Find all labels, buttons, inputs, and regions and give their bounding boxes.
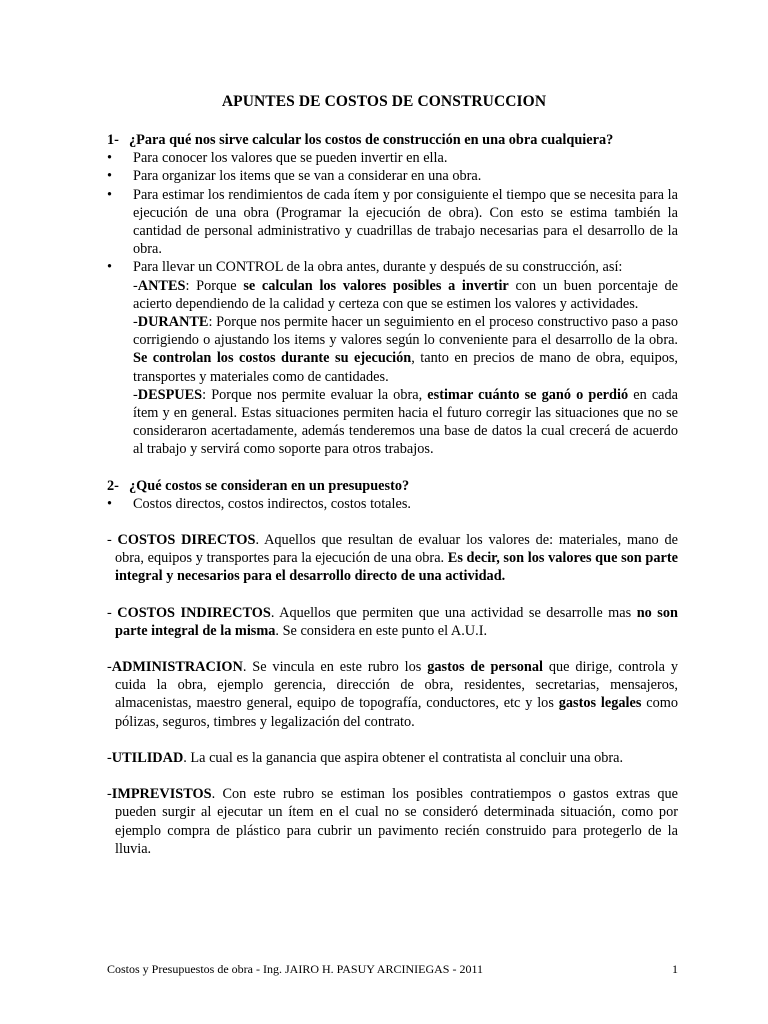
section-utilidad xyxy=(107,749,678,767)
text: , tanto en precios de mano de obra, equipos, transportes y materiales como de cantidades. xyxy=(133,350,679,385)
text: : Porque nos permite evaluar la obra, xyxy=(202,386,428,403)
question-2 xyxy=(107,477,678,495)
section-label: COSTOS DIRECTOS xyxy=(117,532,256,549)
list-item xyxy=(107,258,678,458)
emphasis: estimar cuánto se ganó o perdió xyxy=(427,386,629,403)
question-number: 2- xyxy=(107,477,119,494)
list-item: • Costos directos, costos indirectos, costos totales. xyxy=(107,495,678,513)
list-item: • Para conocer los valores que se pueden invertir en ella. xyxy=(107,149,678,167)
control-durante xyxy=(133,313,678,386)
question-number: 1- xyxy=(107,132,119,148)
question-text: ¿Para qué nos sirve calcular los costos de construcción en una obra cualquiera? xyxy=(129,132,614,148)
label-despues: DESPUES xyxy=(137,386,203,403)
text: en cada ítem y en general. Estas situaciones permiten hacia el futuro corregir las situaciones que no se consideraron acertadamente, además tenderemos una base de datos la cual crecerá de acuerdo al trabajo y servirá como soporte para otros trabajos. xyxy=(133,386,679,458)
dash: - xyxy=(107,786,112,803)
question-2-bullets xyxy=(107,495,678,513)
page-title: APUNTES DE COSTOS DE CONSTRUCCION xyxy=(221,93,547,110)
section-administracion xyxy=(107,658,678,731)
dash: - xyxy=(107,532,118,549)
list-item: • Para organizar los items que se van a considerar en una obra. xyxy=(107,167,678,185)
dash: - xyxy=(107,749,112,766)
question-text: ¿Qué costos se consideran en un presupuesto? xyxy=(129,477,410,494)
emphasis: se calculan los valores posibles a invertir xyxy=(243,277,509,294)
text: . Aquellos que resultan de evaluar los valores de: materiales, mano de obra, equipos y transportes para la ejecución de una obra. xyxy=(115,532,678,567)
list-item: • Para estimar los rendimientos de cada ítem y por consiguiente el tiempo que se necesita para la ejecución de una obra (Programar la ejecución de obra). Con esto se estima también la cantidad de personal administrativo y cuadrillas de trabajo necesarias para el desarrollo de la obra. xyxy=(107,186,678,259)
text: . Aquellos que permiten que una actividad se desarrolle mas xyxy=(270,604,637,621)
emphasis: gastos de personal xyxy=(427,659,543,676)
text: que dirige, controla y cuida la obra, ejemplo gerencia, dirección de obra, residentes, secretarias, mensajeros, almacenistas, maestro general, equipo de topografía, conductores, etc y los xyxy=(115,659,678,712)
section-label: UTILIDAD xyxy=(111,749,184,766)
dash: - xyxy=(133,386,138,403)
document-body xyxy=(107,131,678,858)
section-imprevistos xyxy=(107,785,678,858)
list-item-text: Para llevar un CONTROL de la obra antes, durante y después de su construcción, así: xyxy=(133,259,623,276)
dash: - xyxy=(107,604,118,621)
control-antes xyxy=(133,277,678,313)
emphasis: Es decir, son los valores que son parte integral y necesarios para el desarrollo directo de una actividad. xyxy=(115,550,678,585)
question-1 xyxy=(107,131,678,149)
dash: - xyxy=(107,659,112,676)
page-number: 1 xyxy=(672,962,678,976)
section-label: IMPREVISTOS xyxy=(111,786,212,803)
dash: - xyxy=(133,314,138,331)
section-costos-directos xyxy=(107,531,678,586)
text: como pólizas, seguros, timbres y legalización del contrato. xyxy=(115,695,679,730)
section-label: COSTOS INDIRECTOS xyxy=(117,604,271,621)
text: con un buen porcentaje de acierto dependiendo de la calidad y certeza con que se estimen los valores y actividades. xyxy=(133,277,678,312)
text: . Con este rubro se estiman los posibles contratiempos o gastos extras que pueden surgir al ejecutar un ítem en el cual no se consideró determinada situación, como por ejemplo compra de plástico para cubrir un pavimento recién construido para protegerlo de la lluvia. xyxy=(115,786,678,857)
text: : Porque nos permite hacer un seguimiento en el proceso constructivo paso a paso corrigiendo o ajustando los items y valores según lo conveniente para el desarrollo de la obra. xyxy=(133,314,678,349)
dash: - xyxy=(133,277,138,294)
text: . Se considera en este punto el A.U.I. xyxy=(275,622,488,639)
label-antes: ANTES xyxy=(137,277,186,294)
text: . La cual es la ganancia que aspira obtener el contratista al concluir una obra. xyxy=(183,749,624,766)
text: . Se vincula en este rubro los xyxy=(242,659,428,676)
emphasis: no son parte integral de la misma xyxy=(115,604,678,639)
section-label: ADMINISTRACION xyxy=(111,659,243,676)
page-footer xyxy=(107,962,678,977)
text: : Porque xyxy=(185,277,244,294)
section-costos-indirectos xyxy=(107,604,678,640)
emphasis: gastos legales xyxy=(558,695,642,712)
label-durante: DURANTE xyxy=(137,314,209,331)
control-despues xyxy=(133,386,678,459)
emphasis: Se controlan los costos durante su ejecución xyxy=(133,350,412,367)
question-1-bullets xyxy=(107,149,678,458)
footer-text: Costos y Presupuestos de obra - Ing. JAIRO H. PASUY ARCINIEGAS - 2011 xyxy=(107,962,484,976)
